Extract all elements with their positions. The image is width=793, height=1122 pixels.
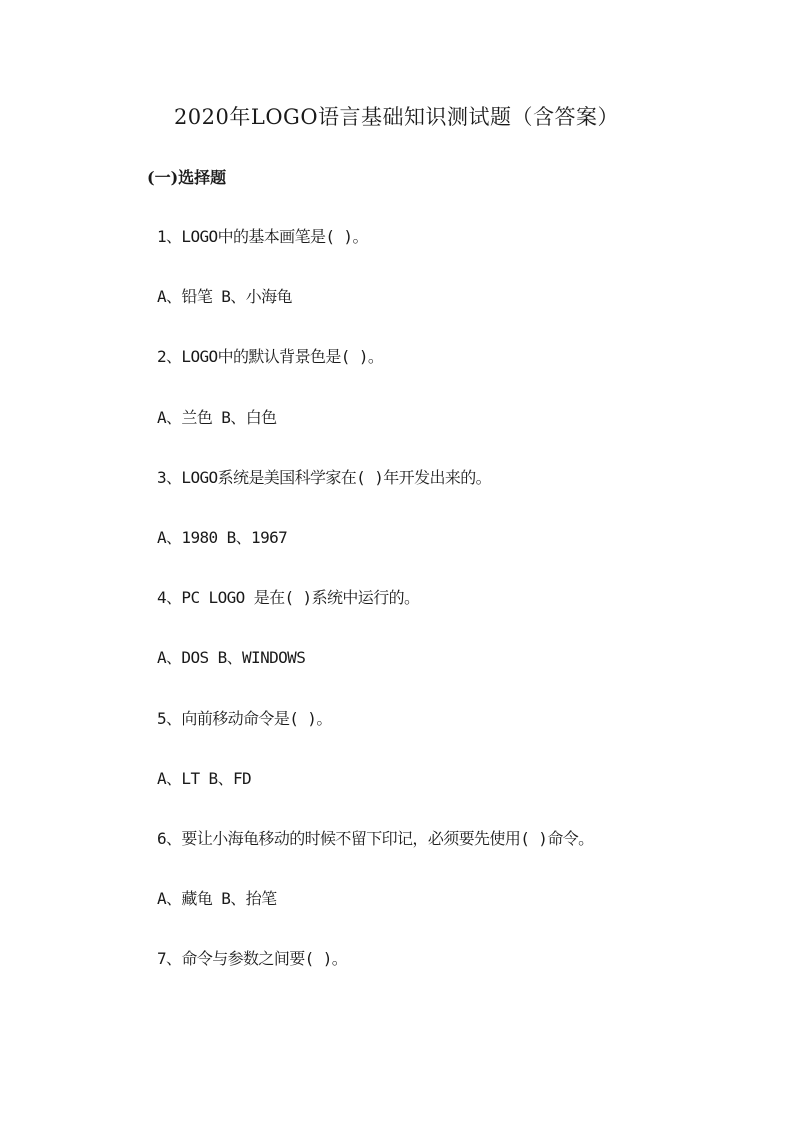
question-3-options: A、1980 B、1967 xyxy=(157,527,288,547)
question-3: 3、LOGO系统是美国科学家在( )年开发出来的。 xyxy=(157,467,492,487)
section-heading: (一)选择题 xyxy=(147,168,227,187)
question-1-options: A、铅笔 B、小海龟 xyxy=(157,287,292,307)
page-title: 2020年LOGO语言基础知识测试题（含答案） xyxy=(173,105,620,129)
question-2-options: A、兰色 B、白色 xyxy=(157,407,277,427)
question-4-options: A、DOS B、WINDOWS xyxy=(157,648,306,668)
question-5: 5、向前移动命令是( )。 xyxy=(157,708,332,728)
question-4: 4、PC LOGO 是在( )系统中运行的。 xyxy=(157,588,420,608)
question-7: 7、命令与参数之间要( )。 xyxy=(157,949,348,969)
question-6-options: A、藏龟 B、抬笔 xyxy=(157,889,277,909)
question-2: 2、LOGO中的默认背景色是( )。 xyxy=(157,347,384,367)
question-5-options: A、LT B、FD xyxy=(157,768,252,788)
question-1: 1、LOGO中的基本画笔是( )。 xyxy=(157,227,368,246)
question-list xyxy=(157,222,717,1004)
question-6: 6、要让小海龟移动的时候不留下印记，必须要先使用( )命令。 xyxy=(157,828,594,848)
